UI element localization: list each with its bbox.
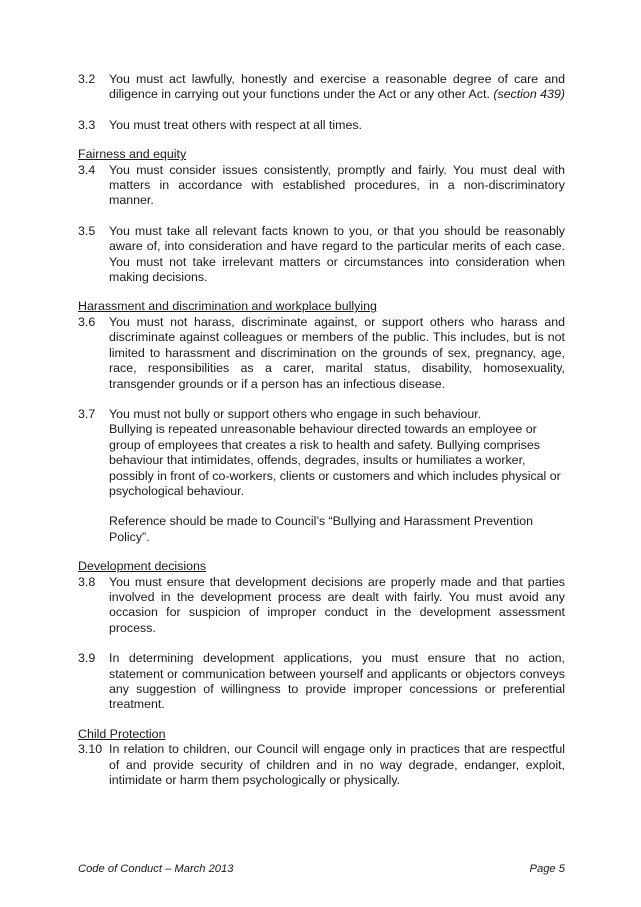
- policy-reference: Reference should be made to Council’s “Bullying and Harassment Prevention Policy”.: [109, 514, 534, 544]
- clause-text: In determining development applications, you must ensure that no action, statement or communication between yourself and applicants or objectors conveys any suggestion of willingness to provide improper concessions or preferential treatment.: [109, 651, 565, 712]
- clause-3-3: [78, 118, 565, 133]
- clause-number: 3.3: [78, 117, 96, 132]
- clause-number: 3.10: [78, 742, 103, 757]
- clause-number: 3.8: [78, 574, 96, 589]
- section-heading-fairness: Fairness and equity: [78, 147, 187, 162]
- clause-text: In relation to children, our Council will engage only in practices that are respectful of and provide security of children and in no way degrade, endanger, exploit, intimidate or harm them psychologically or physically.: [109, 742, 565, 788]
- clause-text: You must act lawfully, honestly and exercise a reasonable degree of care and diligence in carrying out your functions under the Act or any other Act. (section 439): [109, 72, 565, 102]
- bullying-definition: Bullying is repeated unreasonable behaviour directed towards an employee or group of employees that creates a risk to health and safety. Bullying comprises behaviour that intimidates, offends, degrades, insults or humiliates a worker, possibly in front of co-workers, clients or customers and which includes physical or psychological behaviour.: [109, 422, 561, 498]
- clause-number: 3.4: [78, 162, 96, 177]
- footer-page-number: Page 5: [529, 863, 565, 875]
- clause-text: You must not bully or support others who engage in such behaviour. Bullying is repeated unreasonable behaviour directed towards an employee or group of employees that creates a risk to health and safety. Bullying comprises behaviour that intimidates, offends, degrades, insults or humiliates a worker, possibly in front of co-workers, clients or customers and which includes physical or psychological behaviour.: [109, 406, 561, 498]
- clause-text: You must treat others with respect at all times.: [109, 117, 362, 132]
- clause-text: You must not harass, discriminate against, or support others who harass and discriminate against colleagues or members of the public. This includes, but is not limited to harassment and discrimination on the grounds of sex, pregnancy, age, race, responsibilities as a carer, marital status, disability, homosexuality, transgender grounds or if a person has an infectious disease.: [109, 314, 565, 391]
- section-heading-child-protection: Child Protection: [78, 726, 166, 741]
- section-heading-harassment: Harassment and discrimination and workplace bullying: [78, 299, 377, 314]
- clause-text: You must consider issues consistently, promptly and fairly. You must deal with matters in accordance with established procedures, in a non-discriminatory manner.: [109, 162, 565, 208]
- clause-number: 3.2: [78, 72, 96, 86]
- clause-3-7: [78, 407, 565, 545]
- clause-text: You must take all relevant facts known to you, or that you should be reasonably aware of, into consideration and have regard to the particular merits of each case. You must not take irrelevant matters or circumstances into consideration when making decisions.: [109, 223, 565, 285]
- clause-number: 3.6: [78, 314, 96, 329]
- clause-3-5: [78, 224, 565, 286]
- clause-3-6: [78, 315, 565, 392]
- clause-number: 3.5: [78, 223, 96, 238]
- clause-number: 3.9: [78, 651, 96, 666]
- clause-3-8: [78, 575, 565, 637]
- clause-3-4: [78, 163, 565, 209]
- clause-3-9: [78, 651, 565, 713]
- page-footer: [78, 862, 565, 877]
- clause-3-2: [78, 72, 565, 103]
- clause-text: You must ensure that development decisions are properly made and that parties involved in the development process are dealt with fairly. You must avoid any occasion for suspicion of improper conduct in the development assessment process.: [109, 574, 565, 635]
- clause-3-10: [78, 742, 565, 788]
- document-body: [78, 72, 565, 803]
- footer-document-title: Code of Conduct – March 2013: [78, 863, 234, 875]
- section-heading-development: Development decisions: [78, 559, 207, 574]
- clause-number: 3.7: [78, 406, 96, 421]
- section-reference: (section 439): [493, 87, 565, 102]
